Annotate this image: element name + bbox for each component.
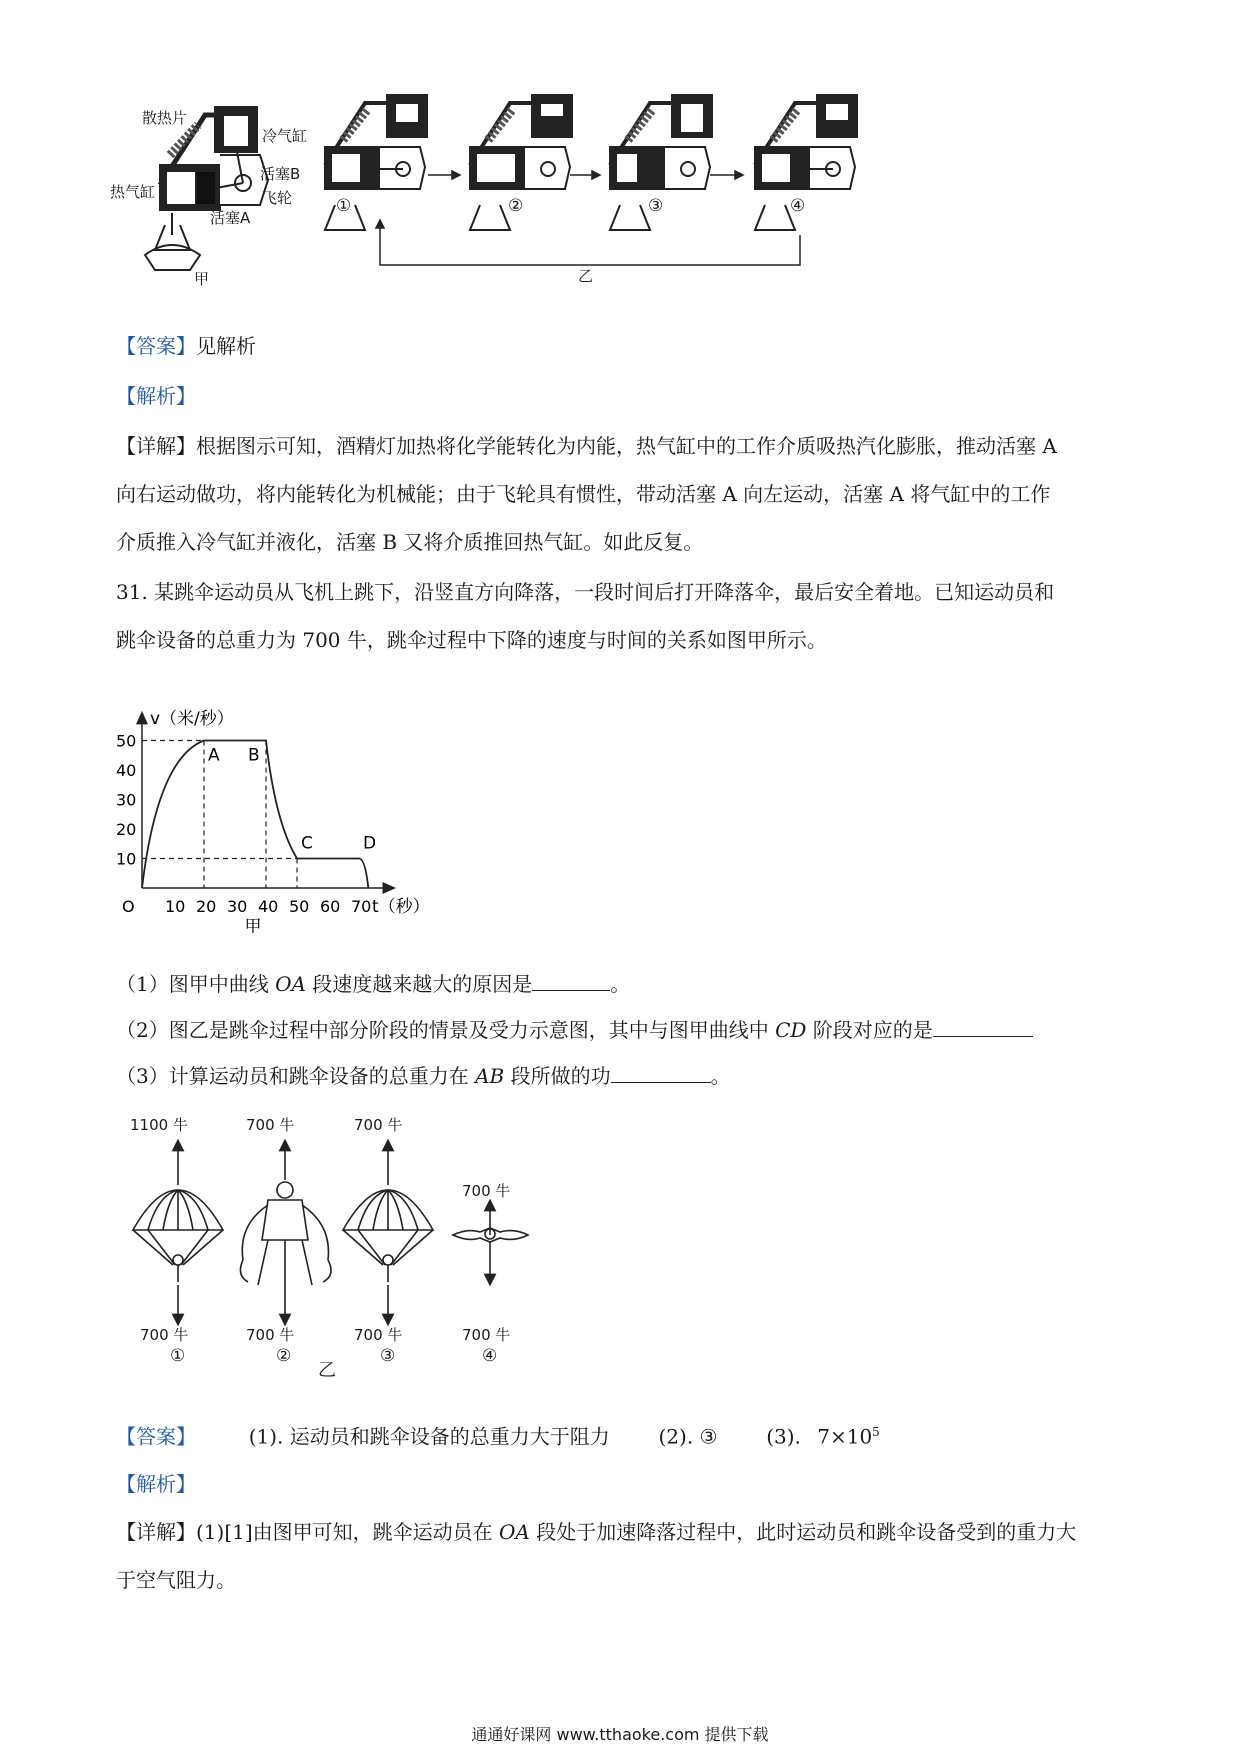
panel-4-marker: ④ — [482, 1346, 498, 1366]
q30-answer-text: 见解析 — [196, 334, 256, 358]
caption-jia: 甲 — [194, 270, 210, 288]
panel-1-marker: ① — [170, 1346, 186, 1366]
caption-yi-top: 乙 — [578, 267, 594, 285]
panel-3-marker: ③ — [380, 1346, 396, 1366]
q31-sub3-suffix: 段所做的功 — [504, 1064, 611, 1088]
q31-analysis-tag: 【解析】 — [116, 1472, 196, 1496]
x-tick-label: 30 — [227, 897, 248, 916]
step-marker-4: ④ — [790, 196, 806, 216]
y-tick-label: 10 — [116, 849, 137, 869]
q31-sub1-blank[interactable] — [532, 990, 610, 991]
panel-2-marker: ② — [276, 1346, 292, 1366]
label-piston-a: 活塞A — [210, 209, 251, 227]
x-tick-label: O — [122, 897, 135, 916]
q31-detail-ref: (1)[1]由图甲可知，跳伞运动员在 — [196, 1520, 500, 1544]
q30-answer-tag: 【答案】 — [116, 334, 196, 358]
panel-4-down-force: 700 牛 — [462, 1326, 511, 1344]
q31-sub1-suffix: 段速度越来越大的原因是 — [305, 972, 533, 996]
label-cold-cylinder: 冷气缸 — [262, 127, 308, 145]
y-tick-label: 30 — [116, 790, 137, 810]
x-tick-label: 20 — [196, 897, 217, 916]
q31-answer-2: (2). ③ — [658, 1424, 718, 1449]
point-label-c: C — [301, 833, 313, 854]
engine-figure — [110, 85, 910, 295]
q31-stem — [116, 568, 1126, 664]
y-axis-label: v（米/秒） — [150, 708, 234, 729]
q31-sub3-italic: AB — [475, 1064, 505, 1088]
transition-arrows — [376, 171, 800, 265]
q30-analysis-tag: 【解析】 — [116, 384, 196, 408]
velocity-chart — [112, 688, 492, 933]
q31-answer-3-prefix: (3). — [766, 1424, 801, 1449]
q30-detail-line2: 向右运动做功，将内能转化为机械能；由于飞轮具有惯性，带动活塞 A 向左运动，活塞 A 将气缸中的工作 — [116, 482, 1051, 506]
y-tick-label: 20 — [116, 820, 137, 839]
q31-sub1 — [116, 960, 1126, 1008]
point-label-a: A — [208, 745, 220, 766]
label-piston-b: 活塞B — [260, 165, 301, 183]
q31-detail — [116, 1508, 1126, 1604]
q30-detail — [116, 422, 1126, 566]
chart-caption: 甲 — [244, 917, 262, 933]
label-flywheel: 飞轮 — [262, 189, 293, 207]
step-marker-2: ② — [508, 196, 524, 216]
q31-sub2-italic: CD — [775, 1018, 807, 1042]
point-label-b: B — [248, 745, 260, 766]
x-tick-label: 40 — [258, 897, 279, 916]
q31-sub3 — [116, 1052, 1126, 1100]
caption-yi: 乙 — [318, 1360, 336, 1381]
q31-sub1-prefix: （1）图甲中曲线 — [116, 972, 276, 996]
panel-1-down-force: 700 牛 — [140, 1326, 189, 1344]
x-tick-label: 50 — [289, 897, 310, 916]
panel-3-parachute — [343, 1145, 433, 1320]
q31-detail-rest: 段处于加速降落过程中，此时运动员和跳伞设备受到的重力大 — [529, 1520, 1077, 1544]
q30-detail-line1: 根据图示可知，酒精灯加热将化学能转化为内能，热气缸中的工作介质吸热汽化膨胀，推动活塞 A — [196, 434, 1057, 458]
engine-figure-svg — [110, 85, 910, 295]
q31-sub2-prefix: （2）图乙是跳伞过程中部分阶段的情景及受力示意图，其中与图甲曲线中 — [116, 1018, 776, 1042]
q31-sub3-end: 。 — [710, 1064, 731, 1088]
q31-stem-line1: 31. 某跳伞运动员从飞机上跳下，沿竖直方向降落，一段时间后打开降落伞，最后安全着地。已知运动员和 — [116, 580, 1055, 604]
q31-answer — [116, 1408, 1126, 1461]
panel-2-down-force: 700 牛 — [246, 1326, 295, 1344]
panel-3-down-force: 700 牛 — [354, 1326, 403, 1344]
x-tick-label: 60 — [320, 897, 341, 916]
q31-sub3-blank[interactable] — [611, 1082, 711, 1083]
panel-1-parachute — [133, 1145, 223, 1320]
q31-sub1-italic: OA — [275, 972, 306, 996]
footer-text: 通通好课网 www.tthaoke.com 提供下载 — [471, 1725, 769, 1744]
q31-answer-3-exp: 5 — [872, 1425, 880, 1439]
force-figure — [118, 1110, 618, 1380]
q31-stem-line2: 跳伞设备的总重力为 700 牛，跳伞过程中下降的速度与时间的关系如图甲所示。 — [116, 628, 827, 652]
panel-4-skydiver — [453, 1205, 528, 1280]
q31-sub2-suffix: 阶段对应的是 — [806, 1018, 933, 1042]
q31-detail-line2: 于空气阻力。 — [116, 1568, 236, 1592]
y-tick-label: 50 — [116, 731, 137, 751]
panel-2-skydiver — [240, 1145, 331, 1320]
q30-analysis — [116, 372, 1126, 420]
panel-2-up-force: 700 牛 — [246, 1116, 295, 1134]
apparatus-jia — [145, 107, 268, 270]
q31-sub3-prefix: （3）计算运动员和跳伞设备的总重力在 — [116, 1064, 476, 1088]
q31-analysis — [116, 1460, 1126, 1508]
step-marker-1: ① — [336, 196, 352, 216]
q30-detail-tag: 【详解】 — [116, 434, 196, 458]
q31-sub1-end: 。 — [610, 972, 631, 996]
x-tick-label: 70 — [351, 897, 372, 916]
q31-answer-1: (1). 运动员和跳伞设备的总重力大于阻力 — [248, 1424, 610, 1449]
q30-answer — [116, 322, 1126, 370]
q31-detail-tag: 【详解】 — [116, 1520, 196, 1544]
q31-sub2-blank[interactable] — [933, 1036, 1033, 1037]
q31-answer-3-base: 7×10 — [817, 1424, 873, 1449]
panel-3-up-force: 700 牛 — [354, 1116, 403, 1134]
cycle-state-4 — [755, 95, 857, 230]
x-axis-label: t（秒） — [372, 897, 430, 917]
q30-detail-line3: 介质推入冷气缸并液化，活塞 B 又将介质推回热气缸。如此反复。 — [116, 530, 704, 554]
label-heat-sink: 散热片 — [142, 109, 188, 127]
q31-sub2 — [116, 1006, 1126, 1054]
label-hot-cylinder: 热气缸 — [110, 183, 156, 201]
panel-4-up-force: 700 牛 — [462, 1182, 511, 1200]
page-footer — [0, 1722, 1240, 1745]
step-marker-3: ③ — [648, 196, 664, 216]
q31-detail-italic: OA — [499, 1520, 530, 1544]
point-label-d: D — [363, 833, 377, 854]
q31-answer-tag: 【答案】 — [116, 1424, 196, 1449]
y-tick-label: 40 — [116, 761, 137, 780]
velocity-chart-svg — [112, 688, 492, 933]
x-tick-label: 10 — [165, 897, 186, 916]
panel-1-up-force: 1100 牛 — [130, 1116, 188, 1134]
